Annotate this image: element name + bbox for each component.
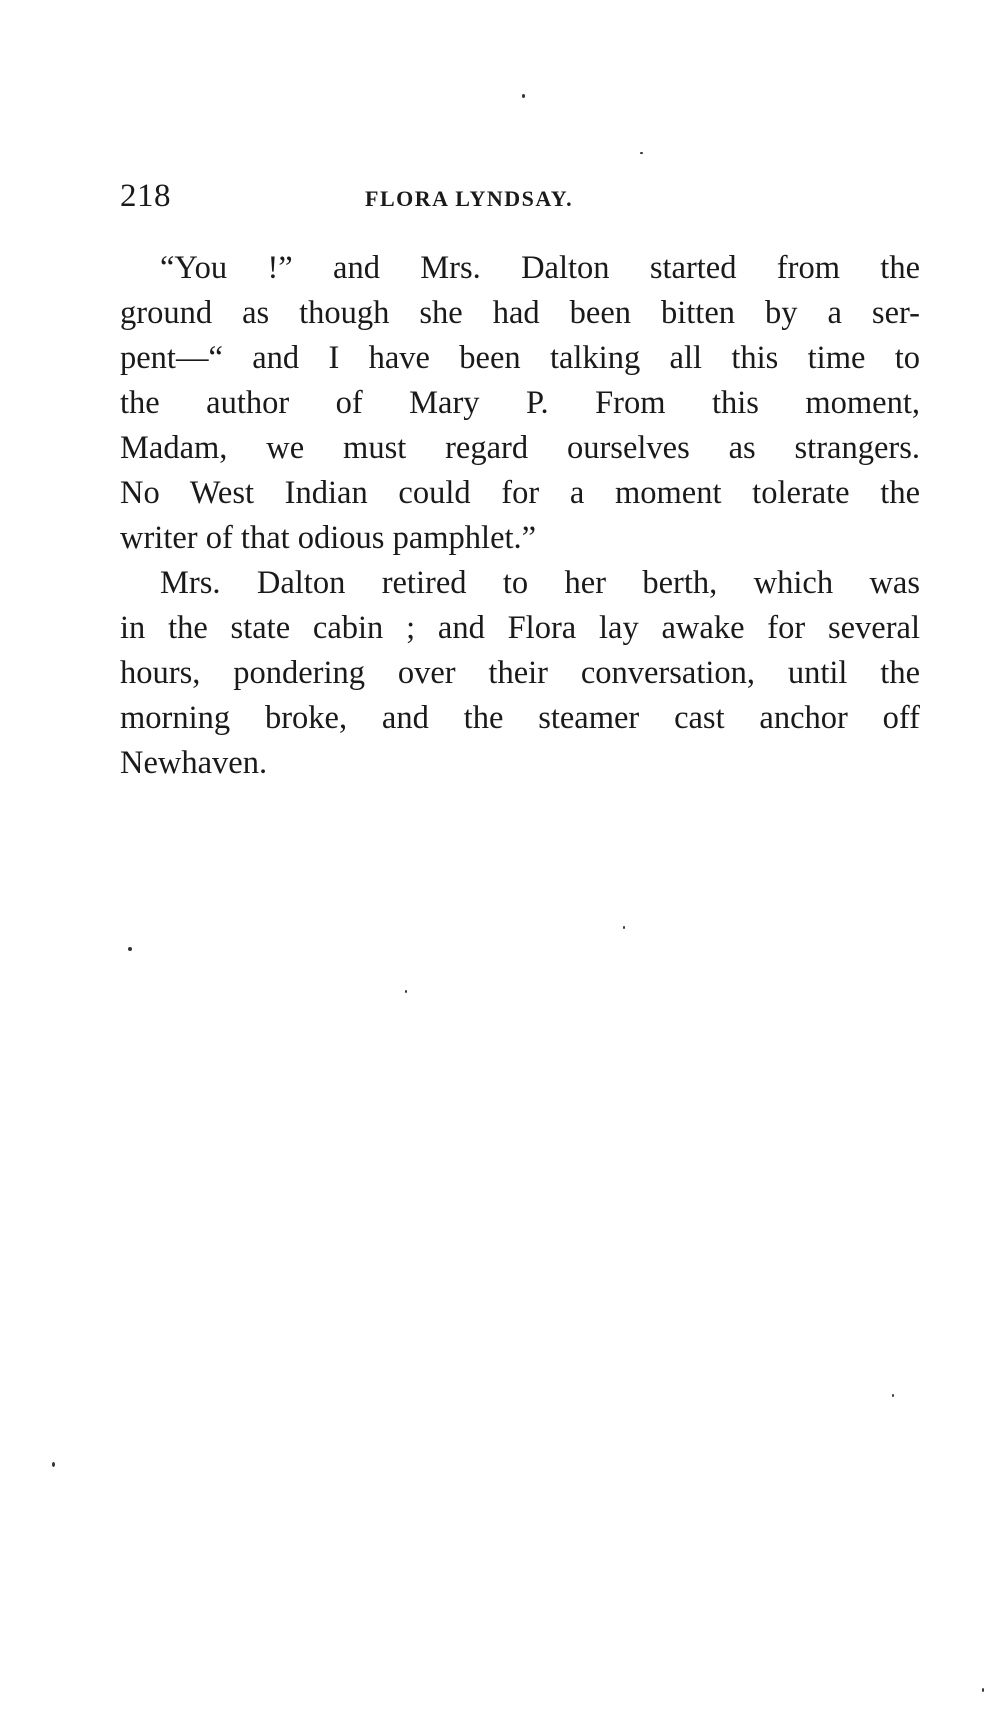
text-line: morning broke, and the steamer cast anchor off [120, 700, 920, 736]
speck-mark [52, 1462, 55, 1467]
text-line: hours, pondering over their conversation, until the [120, 655, 920, 691]
paragraph [120, 246, 920, 561]
text-line: “You !” and Mrs. Dalton started from the [160, 250, 920, 286]
text-line: Madam, we must regard ourselves as strangers. [120, 430, 920, 466]
page-header [120, 178, 920, 228]
speck-mark [640, 152, 643, 154]
text-line: the author of Mary P. From this moment, [120, 385, 920, 421]
body-text [120, 246, 920, 786]
speck-mark [405, 990, 407, 993]
running-title: FLORA LYNDSAY. [365, 186, 574, 211]
paragraph [120, 561, 920, 786]
text-line: ground as though she had been bitten by a ser- [120, 295, 920, 331]
speck-mark [623, 926, 625, 929]
speck-mark [128, 947, 132, 951]
text-line: Newhaven. [120, 745, 268, 781]
speck-mark [522, 94, 525, 98]
speck-mark [892, 1394, 894, 1397]
speck-mark [982, 1688, 984, 1692]
text-line: pent—“ and I have been talking all this time to [120, 340, 920, 376]
text-line: No West Indian could for a moment tolerate the [120, 475, 920, 511]
text-line: in the state cabin ; and Flora lay awake for several [120, 610, 920, 646]
text-line: Mrs. Dalton retired to her berth, which was [160, 565, 920, 601]
text-line: writer of that odious pamphlet.” [120, 520, 537, 556]
page-number: 218 [120, 178, 171, 214]
